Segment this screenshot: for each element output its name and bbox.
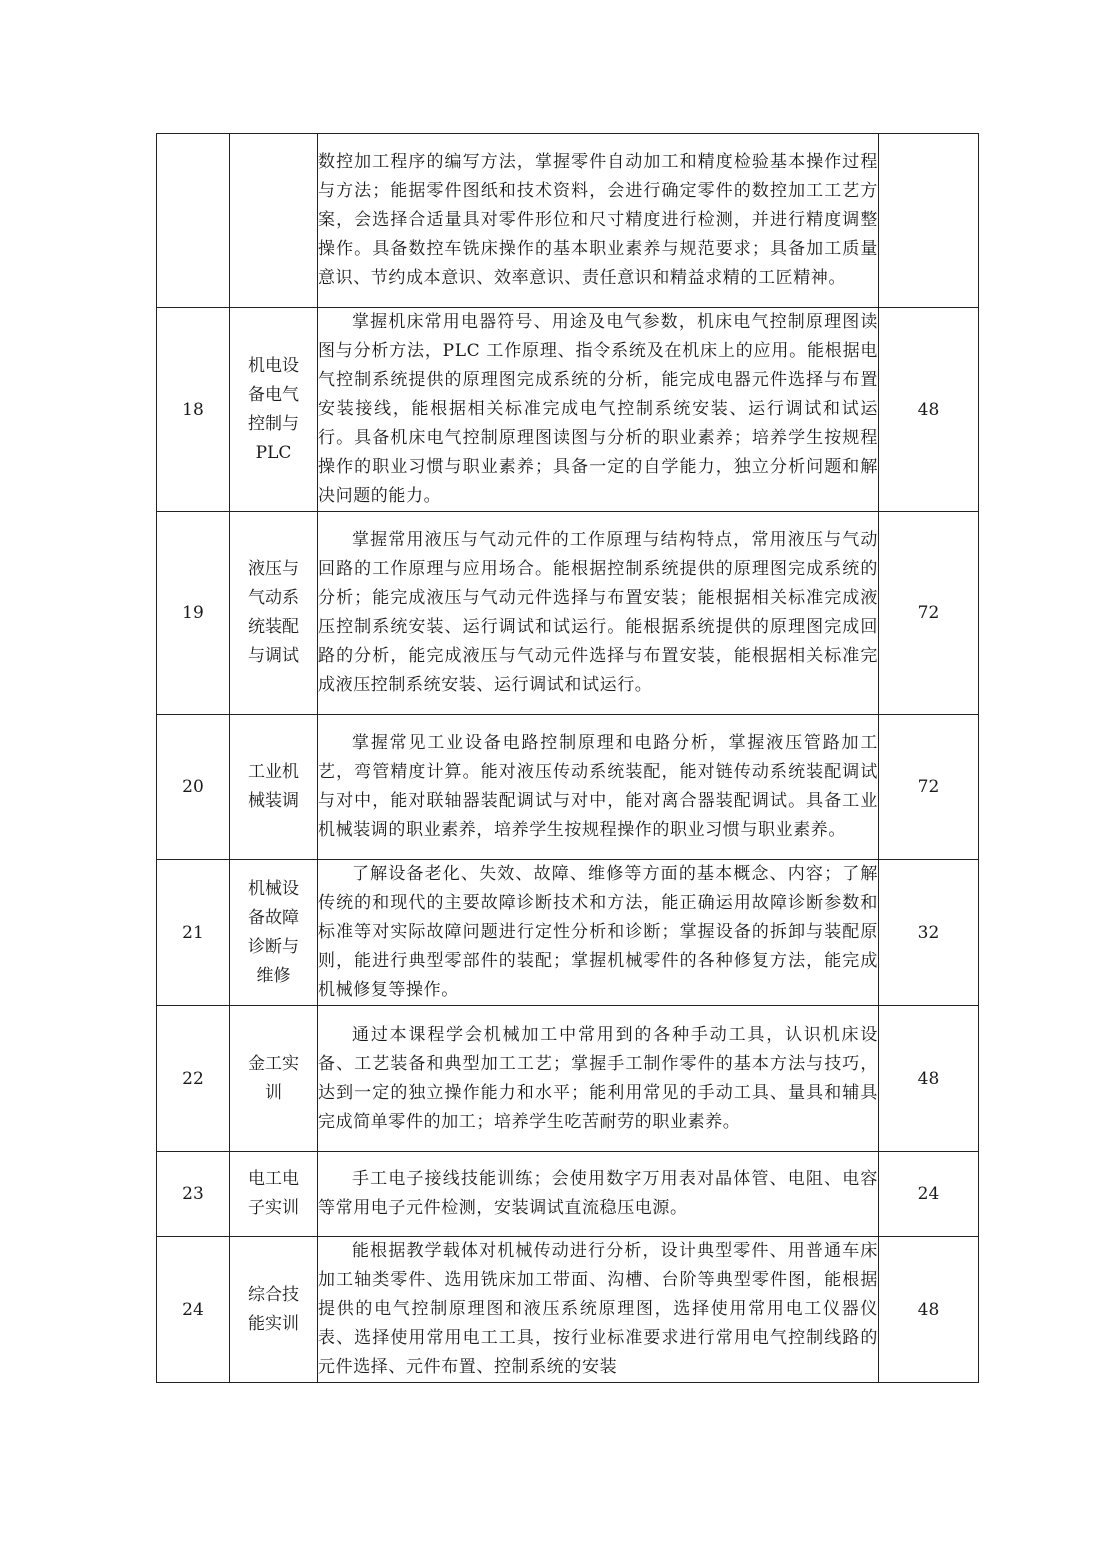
course-description <box>318 134 879 308</box>
table-row <box>157 134 979 308</box>
course-number: 22 <box>157 1006 230 1152</box>
course-hours: 32 <box>879 860 979 1006</box>
course-name <box>230 512 318 715</box>
course-name-text: 金工实训 <box>248 1053 299 1103</box>
course-description-text: 掌握机床常用电器符号、用途及电气参数，机床电气控制原理图读图与分析方法，PLC 工作原理、指令系统及在机床上的应用。能根据电气控制系统提供的原理图完成系统的分析，能完成电器元件选择与布置安装接线，能根据相关标准完成电气控制系统安装、运行调试和试运行。具备机床电气控制原理图读图与分析的职业素养；培养学生按规程操作的职业习惯与职业素养；具备一定的自学能力，独立分析问题和解决问题的能力。 <box>318 312 878 506</box>
course-name <box>230 134 318 308</box>
course-name-text: 机电设备电气控制与PLC <box>248 355 299 463</box>
course-name <box>230 1006 318 1152</box>
course-description-text: 手工电子接线技能训练；会使用数字万用表对晶体管、电阻、电容等常用电子元件检测，安装调试直流稳压电源。 <box>318 1169 878 1218</box>
table-row <box>157 715 979 860</box>
course-name <box>230 308 318 512</box>
course-hours: 72 <box>879 715 979 860</box>
course-hours: 72 <box>879 512 979 715</box>
course-description <box>318 715 879 860</box>
course-hours: 48 <box>879 308 979 512</box>
course-name <box>230 715 318 860</box>
course-number: 23 <box>157 1152 230 1237</box>
course-description-text: 通过本课程学会机械加工中常用到的各种手动工具，认识机床设备、工艺装备和典型加工工艺；掌握手工制作零件的基本方法与技巧，达到一定的独立操作能力和水平；能利用常见的手动工具、量具和辅具完成简单零件的加工；培养学生吃苦耐劳的职业素养。 <box>318 1024 878 1132</box>
course-hours <box>879 134 979 308</box>
table-row <box>157 512 979 715</box>
course-hours: 24 <box>879 1152 979 1237</box>
course-hours: 48 <box>879 1006 979 1152</box>
course-name-text: 液压与气动系统装配与调试 <box>248 559 299 666</box>
course-description-text: 数控加工程序的编写方法，掌握零件自动加工和精度检验基本操作过程与方法；能据零件图纸和技术资料，会进行确定零件的数控加工工艺方案，会选择合适量具对零件形位和尺寸精度进行检测，并进行精度调整操作。具备数控车铣床操作的基本职业素养与规范要求；具备加工质量意识、节约成本意识、效率意识、责任意识和精益求精的工匠精神。 <box>318 152 878 288</box>
course-name-text: 电工电子实训 <box>248 1169 299 1218</box>
course-number: 24 <box>157 1237 230 1383</box>
course-description-text: 能根据教学载体对机械传动进行分析，设计典型零件、用普通车床加工轴类零件、选用铣床加工带面、沟槽、台阶等典型零件图，能根据提供的电气控制原理图和液压系统原理图，选择使用常用电工仪器仪表、选择使用常用电工工具，按行业标准要求进行常用电气控制线路的元件选择、元件布置、控制系统的安装 <box>318 1241 878 1377</box>
course-number: 20 <box>157 715 230 860</box>
course-number: 18 <box>157 308 230 512</box>
table-row <box>157 1152 979 1237</box>
course-name-text: 工业机械装调 <box>248 762 299 811</box>
course-name <box>230 860 318 1006</box>
course-description-text: 掌握常用液压与气动元件的工作原理与结构特点，常用液压与气动回路的工作原理与应用场合。能根据控制系统提供的原理图完成系统的分析；能完成液压与气动元件选择与布置安装；能根据相关标准完成液压控制系统安装、运行调试和试运行。能根据系统提供的原理图完成回路的分析，能完成液压与气动元件选择与布置安装，能根据相关标准完成液压控制系统安装、运行调试和试运行。 <box>318 530 878 695</box>
course-name <box>230 1152 318 1237</box>
course-description <box>318 512 879 715</box>
course-name <box>230 1237 318 1383</box>
course-name-text: 综合技能实训 <box>248 1284 299 1334</box>
table-row <box>157 1237 979 1383</box>
course-number <box>157 134 230 308</box>
course-number: 19 <box>157 512 230 715</box>
course-number: 21 <box>157 860 230 1006</box>
course-description <box>318 1237 879 1383</box>
course-description-text: 了解设备老化、失效、故障、维修等方面的基本概念、内容；了解传统的和现代的主要故障诊断技术和方法，能正确运用故障诊断参数和标准等对实际故障问题进行定性分析和诊断；掌握设备的拆卸与装配原则，能进行典型零部件的装配；掌握机械零件的各种修复方法，能完成机械修复等操作。 <box>318 864 878 1000</box>
table-row <box>157 1006 979 1152</box>
course-description <box>318 860 879 1006</box>
table-row <box>157 308 979 512</box>
course-description <box>318 308 879 512</box>
course-name-text: 机械设备故障诊断与维修 <box>248 878 299 986</box>
course-description <box>318 1006 879 1152</box>
course-description-text: 掌握常见工业设备电路控制原理和电路分析，掌握液压管路加工艺，弯管精度计算。能对液压传动系统装配，能对链传动系统装配调试与对中，能对联轴器装配调试与对中，能对离合器装配调试。具备工业机械装调的职业素养，培养学生按规程操作的职业习惯与职业素养。 <box>318 733 878 840</box>
course-hours: 48 <box>879 1237 979 1383</box>
table-row <box>157 860 979 1006</box>
course-description <box>318 1152 879 1237</box>
course-table <box>156 133 979 1383</box>
